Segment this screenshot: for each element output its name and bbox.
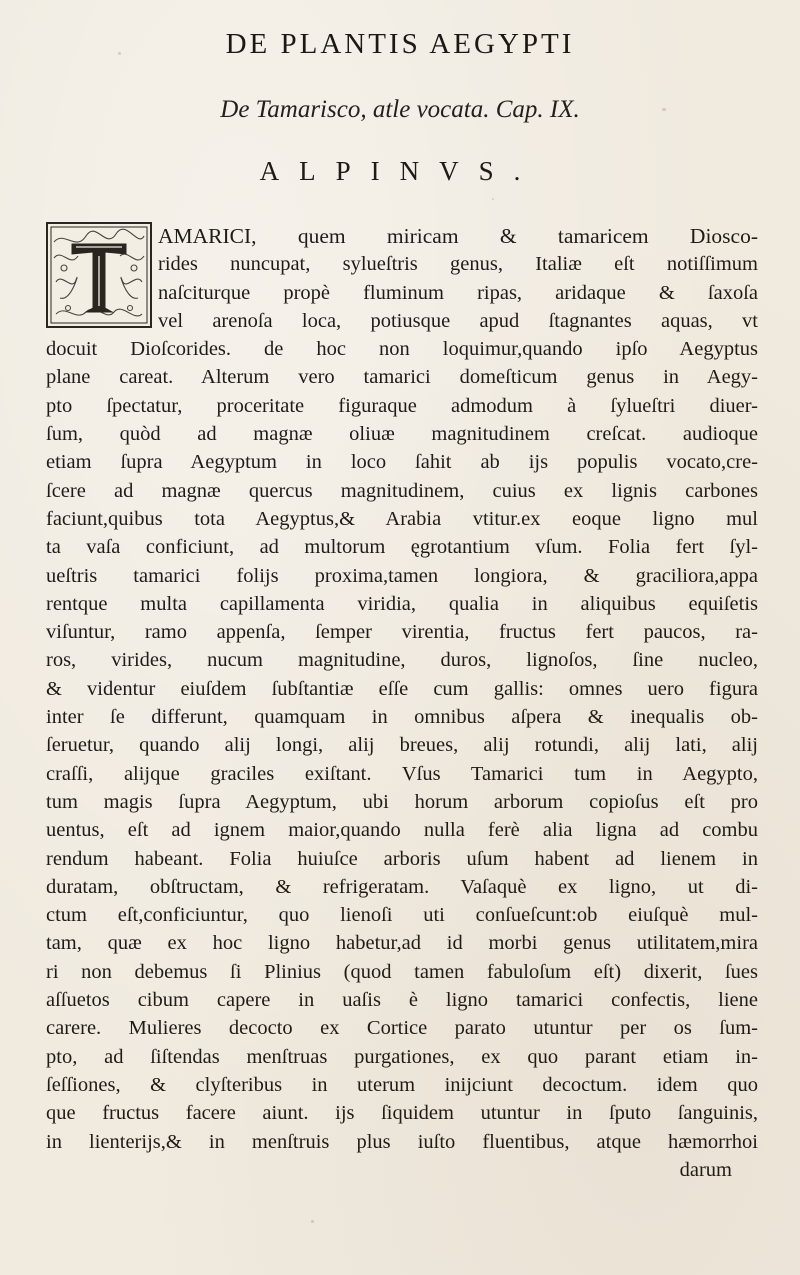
text-line: tum magis ſupra Aegyptum, ubi horum arborum copioſus eſt pro [46, 790, 758, 813]
text-line: ctum eſt,conficiuntur, quo lienoſi uti conſueſcunt:ob eiuſquè mul- [46, 904, 758, 927]
text-line: AMARICI, quem miricam & tamaricem Diosco- [158, 224, 758, 248]
text-line: ſcere ad magnæ quercus magnitudinem, cuius ex lignis carbones [46, 479, 758, 502]
text-line: ſum, quòd ad magnæ oliuæ magnitudinem creſcat. audioque [46, 423, 758, 446]
text-line: duratam, obſtructam, & refrigeratam. Vaſaquè ex ligno, ut di- [46, 875, 758, 898]
catchword: darum [679, 1158, 732, 1181]
text-line: rides nuncupat, sylueſtris genus, Italiæ eſt notiſſimum [158, 253, 758, 276]
text-line: ta vaſa conficiunt, ad multorum ęgrotantium vſum. Folia fert ſyl- [46, 536, 758, 559]
text-line: aſſuetos cibum capere in uaſis è ligno tamarici confectis, liene [46, 989, 758, 1012]
running-head: DE PLANTIS AEGYPTI [225, 28, 575, 60]
text-line: carere. Mulieres decocto ex Cortice parato utuntur per os ſum- [46, 1017, 758, 1040]
text-line: faciunt,quibus tota Aegyptus,& Arabia vtitur.ex eoque ligno mul [46, 507, 758, 530]
text-line: uentus, eſt ad ignem maior,quando nulla ferè alia ligna ad combu [46, 819, 758, 842]
text-line: ri non debemus ſi Plinius (quod tamen fabuloſum eſt) dixerit, ſues [46, 960, 758, 983]
text-line: craſſi, alijque graciles exiſtant. Vſus Tamarici tum in Aegypto, [46, 762, 758, 785]
paper-speck [118, 52, 121, 55]
text-line: rendum habeant. Folia huiuſce arboris uſum habent ad lienem in [46, 847, 758, 870]
text-line: rentque multa capillamenta viridia, qualia in aliquibus equiſetis [46, 592, 758, 615]
text-line: ſeruetur, quando alij longi, alij breues, alij rotundi, alij lati, alij [46, 734, 758, 757]
text-line: etiam ſupra Aegyptum in loco ſahit ab ijs populis vocato,cre- [46, 451, 758, 474]
author-heading: ALPINVS. [259, 156, 541, 186]
paper-speck [492, 198, 494, 200]
text-line: vel arenoſa loca, potiusque apud ſtagnantes aquas, vt [158, 309, 758, 332]
text-line: ueſtris tamarici folijs proxima,tamen longiora, & graciliora,appa [46, 564, 758, 587]
text-line: in lienterijs,& in menſtruis plus iuſto fluentibus, atque hæmorrhoi [46, 1130, 758, 1153]
text-line: plane careat. Alterum vero tamarici domeſticum genus in Aegy- [46, 366, 758, 389]
text-line: ros, virides, nucum magnitudine, duros, lignoſos, ſine nucleo, [46, 649, 758, 672]
text-line: & videntur eiuſdem ſubſtantiæ eſſe cum gallis: omnes uero figura [46, 677, 758, 700]
text-line: ſeſſiones, & clyſteribus in uterum inijciunt decoctum. idem quo [46, 1073, 758, 1096]
text-line: docuit Dioſcorides. de hoc non loquimur,quando ipſo Aegyptus [46, 338, 758, 361]
text-line: que fructus facere aiunt. ijs ſiquidem utuntur in ſputo ſanguinis, [46, 1102, 758, 1125]
text-line: tam, quæ ex hoc ligno habetur,ad id morbi genus utilitatem,mira [46, 932, 758, 955]
paper-speck [311, 1220, 314, 1223]
text-line: pto ſpectatur, proceritate figuraque admodum à ſylueſtri diuer- [46, 394, 758, 417]
text-line: viſuntur, ramo appenſa, ſemper virentia, fructus fert paucos, ra- [46, 621, 758, 644]
text-line: pto, ad ſiſtendas menſtruas purgationes, ex quo parant etiam in- [46, 1045, 758, 1068]
paper-speck [662, 108, 666, 111]
text-line: inter ſe differunt, quamquam in omnibus aſpera & inequalis ob- [46, 706, 758, 729]
chapter-title: De Tamarisco, atle vocata. Cap. IX. [220, 96, 580, 123]
text-line: naſciturque propè fluminum ripas, aridaque & ſaxoſa [158, 281, 758, 304]
chapter-body [46, 222, 758, 1184]
